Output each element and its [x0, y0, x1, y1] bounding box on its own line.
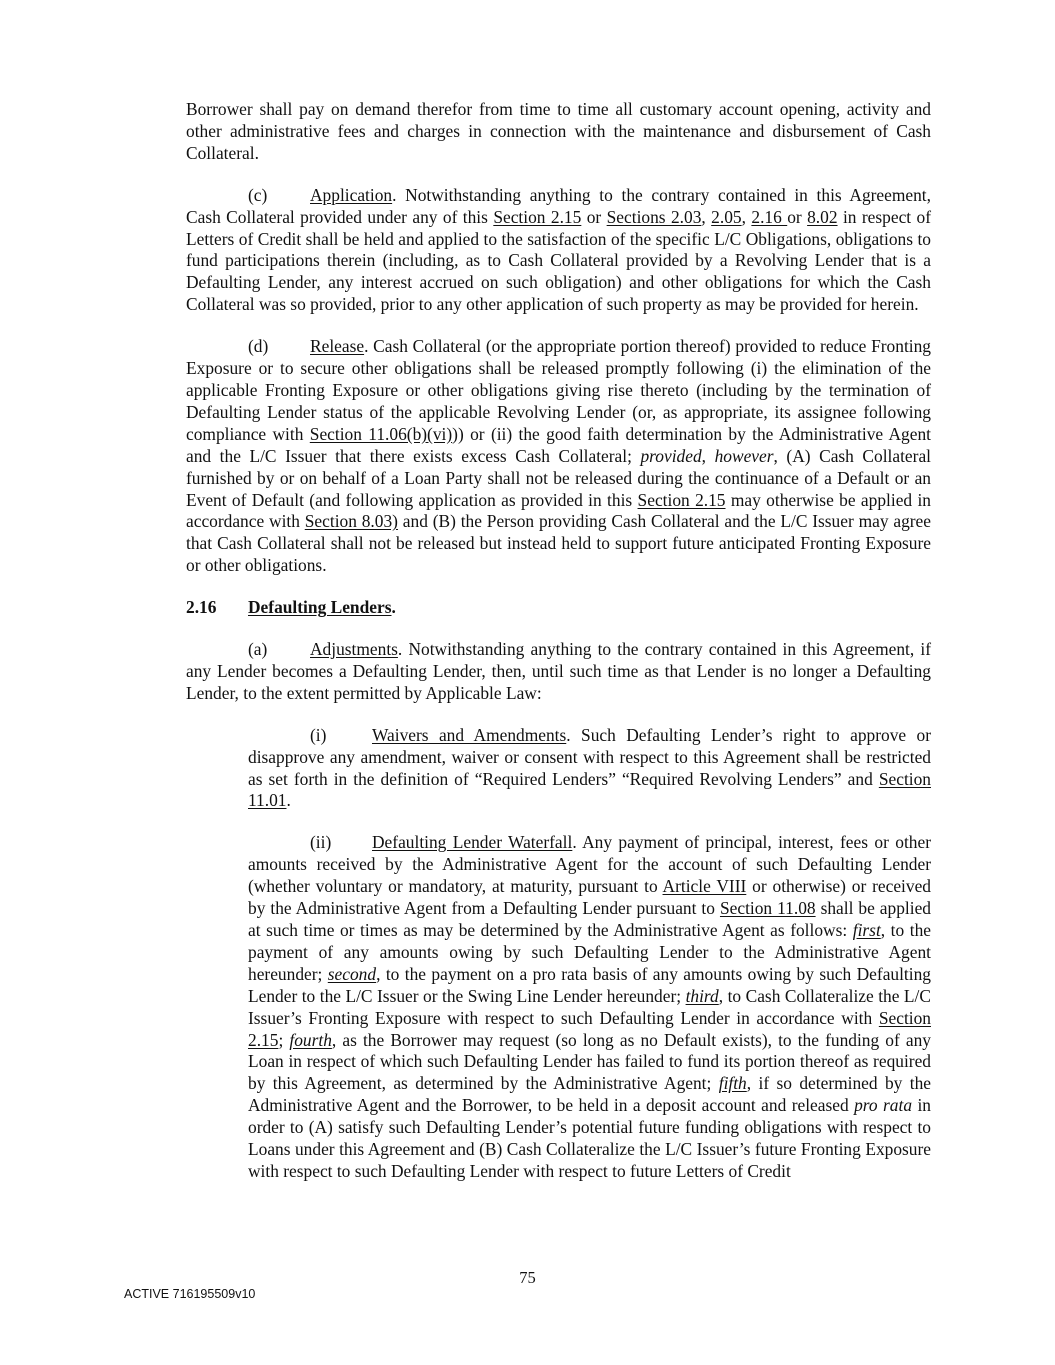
cross-reference: 2.16: [751, 206, 788, 227]
cross-reference: Section 11.06(b)(vi): [309, 423, 453, 444]
section-a-title: Adjustments: [310, 639, 398, 660]
document-body: [186, 99, 931, 1183]
cross-reference: Section 8.03): [304, 511, 398, 532]
section-c-title: Application: [310, 184, 393, 205]
cross-reference: Section 2.15: [637, 489, 726, 510]
ordinal-term: fifth: [718, 1073, 747, 1094]
page-number: 75: [519, 1268, 536, 1287]
section-d-label: (d): [248, 336, 269, 357]
clause-ii-paragraph: (ii) Defaulting Lender Waterfall. Any payment of principal, interest, fees or other amounts received by the Administrative Agent for the account of such Defaulting Lender (whether voluntary or mandatory, at maturity, pursuant to Article VIII or otherwise) or received by the Administrative Agent from a Defaulting Lender pursuant to Section 11.08 shall be applied at such time or times as may be determined by the Administrative Agent as follows: first, to the payment of any amounts owing by such Defaulting Lender to the Administrative Agent hereunder; second, to the payment on a pro rata basis of any amounts owing by such Defaulting Lender to the L/C Issuer or the Swing Line Lender hereunder; third, to Cash Collateralize the L/C Issuer’s Fronting Exposure with respect to such Defaulting Lender in accordance with Section 2.15; fourth, as the Borrower may request (so long as no Default exists), to the funding of any Loan in respect of which such Defaulting Lender has failed to fund its portion thereof as required by this Agreement, as determined by the Administrative Agent; fifth, if so determined by the Administrative Agent and the Borrower, to be held in a deposit account and released pro rata in order to (A) satisfy such Defaulting Lender’s potential future funding obligations with respect to Loans under this Agreement and (B) Cash Collateralize the L/C Issuer’s future Fronting Exposure with respect to such Defaulting Lender with respect to future Letters of Credit: [248, 832, 932, 1181]
cross-reference: Article VIII: [662, 876, 747, 897]
clause-ii-title: Defaulting Lender Waterfall: [372, 832, 573, 853]
cross-reference: Section 2.15: [248, 1007, 931, 1050]
clause-i-label: (i): [310, 724, 327, 745]
intro-paragraph: Borrower shall pay on demand therefor from time to time all customary account opening, activity and other administrative fees and charges in connection with the maintenance and disbursement of Cash Collateral.: [186, 99, 931, 163]
section-title: Defaulting Lenders: [248, 597, 392, 618]
section-d-title: Release: [310, 336, 365, 357]
clause-i-title: Waivers and Amendments: [372, 724, 567, 745]
document-footer-id: ACTIVE 716195509v10: [124, 1287, 256, 1301]
section-heading: 2.16 Defaulting Lenders.: [186, 597, 396, 618]
clause-i-paragraph: (i) Waivers and Amendments. Such Defaulting Lender’s right to approve or disapprove any amendment, waiver or consent with respect to this Agreement shall be restricted as set forth in the definition of “Required Lenders” “Required Revolving Lenders” and Section 11.01.: [248, 724, 932, 811]
section-a-paragraph: (a) Adjustments. Notwithstanding anything to the contrary contained in this Agreement, if any Lender becomes a Defaulting Lender, then, until such time as that Lender is no longer a Defaulting Lender, to the extent permitted by Applicable Law:: [186, 639, 931, 703]
ordinal-term: second: [327, 963, 377, 984]
clause-ii-label: (ii): [310, 832, 332, 853]
cross-reference: 8.02: [807, 206, 838, 227]
cross-reference: Section 11.01: [248, 768, 931, 811]
cross-reference: 2.05: [711, 206, 742, 227]
section-a-label: (a): [248, 639, 268, 660]
section-c-label: (c): [248, 184, 268, 205]
cross-reference: Sections 2.03: [606, 206, 702, 227]
ordinal-term: first: [852, 920, 881, 940]
section-c-paragraph: (c) Application. Notwithstanding anything to the contrary contained in this Agreement, Cash Collateral provided under any of this Section 2.15 or Sections 2.03, 2.05, 2.16 or 8.02 in respect of Letters of Credit shall be held and applied to the satisfaction of the specific L/C Obligations, obligations to fund participations therein (including, as to Cash Collateral provided by a Revolving Lender that is a Defaulting Lender, any interest accrued on such obligation) and other obligations for which the Cash Collateral was so provided, prior to any other application of such property as may be provided for herein.: [186, 184, 932, 315]
cross-reference: Section 2.15: [493, 206, 582, 227]
section-number: 2.16: [186, 597, 217, 618]
cross-reference: Section 11.08: [719, 898, 816, 919]
section-d-paragraph: (d) Release. Cash Collateral (or the appropriate portion thereof) provided to reduce Fronting Exposure or to secure other obligations shall be released promptly following (i) the elimination of the applicable Fronting Exposure or other obligations giving rise thereto (including by the termination of Defaulting Lender status of the applicable Revolving Lender (or, as appropriate, its assignee following compliance with Section 11.06(b)(vi))) or (ii) the good faith determination by the Administrative Agent and the L/C Issuer that there exists excess Cash Collateral; provided, however, (A) Cash Collateral furnished by or on behalf of a Loan Party shall not be released during the continuance of a Default or an Event of Default (and following application as provided in this Section 2.15 may otherwise be applied in accordance with Section 8.03) and (B) the Person providing Cash Collateral and the L/C Issuer may agree that Cash Collateral shall not be released but instead held to support future anticipated Fronting Exposure or other obligations.: [186, 336, 931, 576]
ordinal-term: fourth: [289, 1029, 332, 1050]
ordinal-term: third: [685, 985, 719, 1006]
